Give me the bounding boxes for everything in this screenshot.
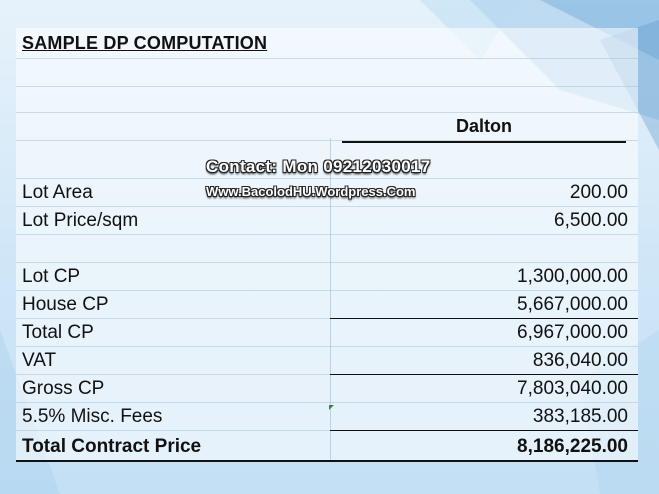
table-row-total-contract-price: [16, 430, 638, 462]
cell-comment-indicator: [329, 405, 334, 410]
row-value: 383,185.00: [532, 406, 628, 427]
row-label: Lot Price/sqm: [22, 210, 139, 231]
empty-row: [16, 86, 638, 113]
watermark-website: Www.BacolodHU.Wordpress.Com: [206, 184, 416, 199]
page-title: SAMPLE DP COMPUTATION: [22, 33, 268, 53]
empty-row: [16, 58, 638, 87]
row-value: 6,500.00: [554, 210, 628, 231]
subtotal-line: [330, 374, 638, 375]
row-label: Lot CP: [22, 266, 81, 287]
row-label: House CP: [22, 294, 109, 315]
row-value: 8,186,225.00: [517, 436, 628, 457]
table-row-house-cp: [16, 290, 638, 319]
row-value: 200.00: [569, 182, 628, 203]
row-label: 5.5% Misc. Fees: [22, 406, 163, 427]
row-value: 6,967,000.00: [517, 322, 628, 343]
row-label: VAT: [22, 350, 57, 371]
row-value: 5,667,000.00: [517, 294, 628, 315]
table-row-total-cp: [16, 318, 638, 347]
empty-row: [16, 234, 638, 263]
subtotal-line: [330, 318, 638, 319]
row-value: 7,803,040.00: [517, 378, 628, 399]
table-row-vat: [16, 346, 638, 375]
column-header-dalton: Dalton: [456, 116, 512, 136]
row-label: Total CP: [22, 322, 94, 343]
row-label: Lot Area: [22, 182, 93, 203]
column-header-underline: [342, 141, 626, 143]
table-row-misc-fees: [16, 402, 638, 431]
total-line: [330, 430, 638, 431]
watermark-contact: Contact: Mon 09212030017: [206, 157, 431, 176]
table-row-lot-cp: [16, 262, 638, 291]
row-label: Total Contract Price: [22, 436, 202, 457]
row-value: 1,300,000.00: [517, 266, 628, 287]
table-row-gross-cp: [16, 374, 638, 403]
row-value: 836,040.00: [532, 350, 628, 371]
row-label: Gross CP: [22, 378, 105, 399]
table-row-lot-price: [16, 206, 638, 235]
